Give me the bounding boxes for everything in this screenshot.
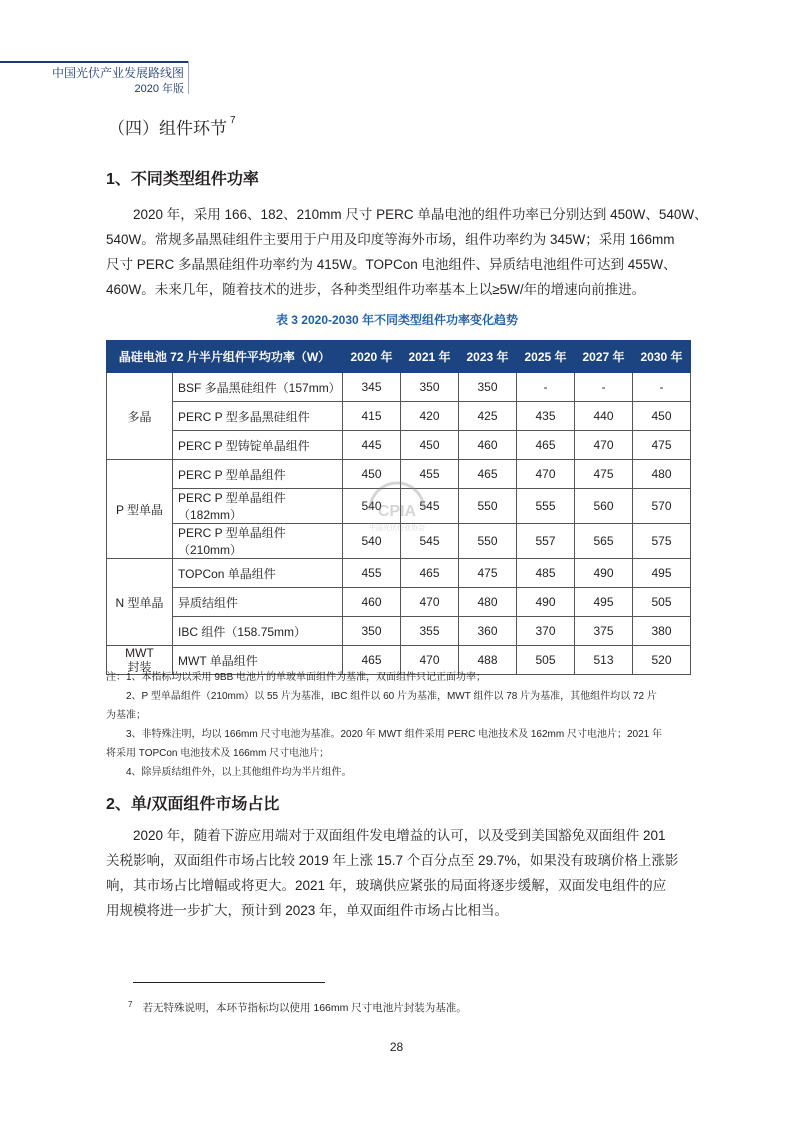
paragraph-line: 响，其市场占比增幅或将更大。2021 年，玻璃供应紧张的局面将逐步缓解，双面发电组件的应 — [106, 878, 667, 893]
power-trend-table — [106, 340, 691, 675]
table-row — [107, 373, 691, 402]
power-value-cell: 455 — [401, 460, 459, 489]
power-value-cell: 480 — [459, 588, 517, 617]
power-value-cell: 495 — [633, 559, 691, 588]
category-line: MWT — [125, 646, 154, 660]
page-number: 28 — [389, 1040, 404, 1054]
power-value-cell: 450 — [343, 460, 401, 489]
section-heading — [108, 114, 236, 139]
table-caption: 表 3 2020-2030 年不同类型组件功率变化趋势 — [275, 313, 519, 327]
power-value-cell: 460 — [459, 431, 517, 460]
power-value-cell: - — [633, 373, 691, 402]
subsection-heading-2: 2、单/双面组件市场占比 — [106, 796, 280, 813]
power-value-cell: 485 — [517, 559, 575, 588]
power-value-cell: 420 — [401, 402, 459, 431]
module-type-cell: PERC P 型铸锭单晶组件 — [173, 431, 343, 460]
power-value-cell: 480 — [633, 460, 691, 489]
paragraph-1 — [106, 202, 708, 302]
paragraph-line: 用规模将进一步扩大，预计到 2023 年，单双面组件市场占比相当。 — [106, 903, 509, 918]
power-value-cell: 345 — [343, 373, 401, 402]
power-value-cell: 505 — [517, 646, 575, 675]
paragraph-line: 460W。未来几年，随着技术的进步，各种类型组件功率基本上以≥5W/年的增速向前推进。 — [106, 282, 646, 297]
power-value-cell: 470 — [517, 460, 575, 489]
module-type-cell: TOPCon 单晶组件 — [173, 559, 343, 588]
power-value-cell: - — [575, 373, 633, 402]
year-header: 2021 年 — [401, 341, 459, 373]
power-value-cell: 470 — [401, 646, 459, 675]
table-row — [107, 617, 691, 646]
power-value-cell: 360 — [459, 617, 517, 646]
subsection-heading-1: 1、不同类型组件功率 — [106, 171, 259, 188]
power-value-cell: 455 — [343, 559, 401, 588]
power-value-cell: 490 — [575, 559, 633, 588]
power-value-cell: 575 — [633, 524, 691, 559]
note-line: 将采用 TOPCon 电池技术及 166mm 尺寸电池片； — [106, 748, 330, 759]
power-value-cell: 545 — [401, 524, 459, 559]
footnote-text: 若无特殊说明，本环节指标均以使用 166mm 尺寸电池片封装为基准。 — [142, 1002, 467, 1014]
table-row — [107, 402, 691, 431]
power-value-cell: 460 — [343, 588, 401, 617]
paragraph-line: 540W。常规多晶黑硅组件主要用于户用及印度等海外市场，组件功率约为 345W；采用 166mm — [106, 232, 675, 247]
watermark-org-text: 中国光伏行业协会 — [369, 524, 425, 532]
footnote-ref[interactable]: 7 — [230, 115, 236, 126]
power-value-cell: 475 — [575, 460, 633, 489]
module-type-cell: 异质结组件 — [173, 588, 343, 617]
header-divider — [188, 61, 189, 94]
power-value-cell: 350 — [343, 617, 401, 646]
year-header: 2023 年 — [459, 341, 517, 373]
power-value-cell: 435 — [517, 402, 575, 431]
power-value-cell: 513 — [575, 646, 633, 675]
year-header: 2025 年 — [517, 341, 575, 373]
power-value-cell: 488 — [459, 646, 517, 675]
power-value-cell: 470 — [401, 588, 459, 617]
table-row — [107, 431, 691, 460]
running-header-title: 中国光伏产业发展路线图 — [51, 66, 184, 80]
power-value-cell: 350 — [401, 373, 459, 402]
table-row — [107, 524, 691, 559]
table-row — [107, 489, 691, 524]
table-notes — [106, 668, 691, 782]
power-value-cell: 570 — [633, 489, 691, 524]
power-value-cell: 465 — [343, 646, 401, 675]
paragraph-line: 尺寸 PERC 多晶黑硅组件功率约为 415W。TOPCon 电池组件、异质结电池组件可达到 455W、 — [106, 257, 677, 272]
power-value-cell: 550 — [459, 489, 517, 524]
year-header: 2030 年 — [633, 341, 691, 373]
power-value-cell: 475 — [459, 559, 517, 588]
year-header: 2020 年 — [343, 341, 401, 373]
footnote-mark: 7 — [128, 1000, 133, 1009]
category-cell: N 型单晶 — [107, 559, 173, 646]
power-value-cell: 465 — [459, 460, 517, 489]
power-value-cell: 355 — [401, 617, 459, 646]
note-line: 注：1、本指标均以采用 9BB 电池片的单玻单面组件为基准，双面组件只记正面功率； — [106, 672, 487, 683]
power-value-cell: 505 — [633, 588, 691, 617]
power-value-cell: 560 — [575, 489, 633, 524]
table-row — [107, 559, 691, 588]
year-header: 2027 年 — [575, 341, 633, 373]
category-cell: 多晶 — [107, 373, 173, 460]
power-value-cell: 415 — [343, 402, 401, 431]
power-value-cell: 450 — [633, 402, 691, 431]
paragraph-line: 关税影响，双面组件市场占比较 2019 年上涨 15.7 个百分点至 29.7%，如果没有玻璃价格上涨影 — [106, 853, 679, 868]
table-row — [107, 588, 691, 617]
paragraph-2 — [106, 823, 688, 923]
footnote-separator — [133, 982, 325, 983]
power-value-cell: 540 — [343, 524, 401, 559]
module-type-cell: IBC 组件（158.75mm） — [173, 617, 343, 646]
watermark-logo-text: CPIA — [377, 503, 417, 520]
table-header-row — [107, 341, 691, 373]
power-value-cell: 495 — [575, 588, 633, 617]
power-value-cell: 555 — [517, 489, 575, 524]
power-value-cell: 520 — [633, 646, 691, 675]
module-type-cell: MWT 单晶组件 — [173, 646, 343, 675]
power-value-cell: 450 — [401, 431, 459, 460]
power-value-cell: - — [517, 373, 575, 402]
power-value-cell: 425 — [459, 402, 517, 431]
note-line: 2、P 型单晶组件（210mm）以 55 片为基准，IBC 组件以 60 片为基准，MWT 组件以 78 片为基准，其他组件均以 72 片 — [106, 691, 657, 702]
power-value-cell: 475 — [633, 431, 691, 460]
running-header-edition: 2020 年版 — [134, 83, 184, 95]
module-type-cell: PERC P 型多晶黑硅组件 — [173, 402, 343, 431]
power-value-cell: 540 — [343, 489, 401, 524]
power-value-cell: 380 — [633, 617, 691, 646]
module-type-cell: PERC P 型单晶组件 — [173, 460, 343, 489]
note-line: 3、非特殊注明，均以 166mm 尺寸电池为基准。2020 年 MWT 组件采用 PERC 电池技术及 162mm 尺寸电池片；2021 年 — [106, 729, 663, 740]
note-line: 4、除异质结组件外，以上其他组件均为半片组件。 — [106, 767, 352, 778]
table-row — [107, 460, 691, 489]
module-type-cell: BSF 多晶黑硅组件（157mm） — [173, 373, 343, 402]
module-type-cell: PERC P 型单晶组件（182mm） — [173, 489, 343, 524]
section-heading-text: （四）组件环节 — [108, 119, 227, 138]
power-value-cell: 557 — [517, 524, 575, 559]
power-value-cell: 490 — [517, 588, 575, 617]
power-value-cell: 465 — [517, 431, 575, 460]
power-value-cell: 465 — [401, 559, 459, 588]
module-type-cell: PERC P 型单晶组件（210mm） — [173, 524, 343, 559]
footnote — [128, 1000, 467, 1015]
category-cell: P 型单晶 — [107, 460, 173, 559]
paragraph-line: 2020 年，随着下游应用端对于双面组件发电增益的认可，以及受到美国豁免双面组件 201 — [133, 828, 666, 843]
power-value-cell: 550 — [459, 524, 517, 559]
power-value-cell: 545 — [401, 489, 459, 524]
power-value-cell: 370 — [517, 617, 575, 646]
category-line: 封装 — [127, 660, 152, 674]
power-value-cell: 350 — [459, 373, 517, 402]
table-header-label: 晶硅电池 72 片半片组件平均功率（W） — [107, 341, 343, 373]
power-value-cell: 445 — [343, 431, 401, 460]
paragraph-line: 2020 年，采用 166、182、210mm 尺寸 PERC 单晶电池的组件功率已分别达到 450W、540W、 — [133, 207, 708, 222]
header-rule — [0, 61, 188, 63]
power-value-cell: 565 — [575, 524, 633, 559]
note-line: 为基准； — [106, 710, 146, 721]
power-value-cell: 440 — [575, 402, 633, 431]
power-value-cell: 375 — [575, 617, 633, 646]
power-value-cell: 470 — [575, 431, 633, 460]
